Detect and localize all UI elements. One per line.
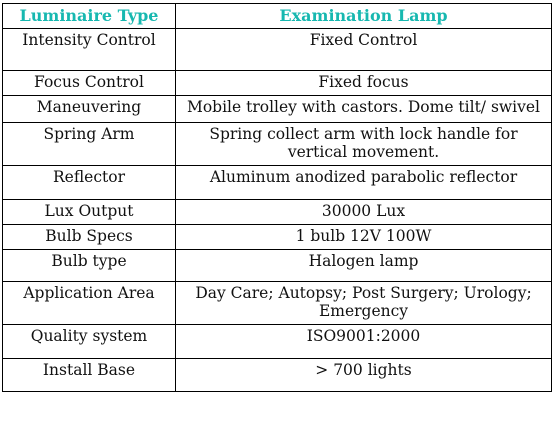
row-label: Bulb Specs: [3, 225, 176, 250]
row-value: > 700 lights: [176, 359, 552, 392]
row-value: Day Care; Autopsy; Post Surgery; Urology; Emergency: [176, 282, 552, 325]
table-row: [3, 29, 552, 71]
row-label: Spring Arm: [3, 123, 176, 166]
header-luminaire-type: Luminaire Type: [3, 4, 176, 29]
row-label: Reflector: [3, 166, 176, 200]
row-label: Maneuvering: [3, 96, 176, 123]
row-label: Intensity Control: [3, 29, 176, 71]
header-row: [3, 4, 552, 29]
row-value: 1 bulb 12V 100W: [176, 225, 552, 250]
row-label: Lux Output: [3, 200, 176, 225]
spec-table: [2, 3, 552, 392]
table-row: [3, 96, 552, 123]
row-value: Mobile trolley with castors. Dome tilt/ swivel: [176, 96, 552, 123]
table-row: [3, 123, 552, 166]
row-value: Halogen lamp: [176, 250, 552, 282]
row-label: Focus Control: [3, 71, 176, 96]
row-value: Spring collect arm with lock handle for vertical movement.: [176, 123, 552, 166]
row-value: ISO9001:2000: [176, 325, 552, 359]
row-value: 30000 Lux: [176, 200, 552, 225]
row-label: Application Area: [3, 282, 176, 325]
row-label: Quality system: [3, 325, 176, 359]
table-row: [3, 325, 552, 359]
row-value: Aluminum anodized parabolic reflector: [176, 166, 552, 200]
table-row: [3, 282, 552, 325]
table-row: [3, 200, 552, 225]
table-row: [3, 71, 552, 96]
table-row: [3, 359, 552, 392]
row-label: Bulb type: [3, 250, 176, 282]
table-row: [3, 166, 552, 200]
header-examination-lamp: Examination Lamp: [176, 4, 552, 29]
row-value: Fixed focus: [176, 71, 552, 96]
row-label: Install Base: [3, 359, 176, 392]
row-value: Fixed Control: [176, 29, 552, 71]
table-row: [3, 225, 552, 250]
table-row: [3, 250, 552, 282]
